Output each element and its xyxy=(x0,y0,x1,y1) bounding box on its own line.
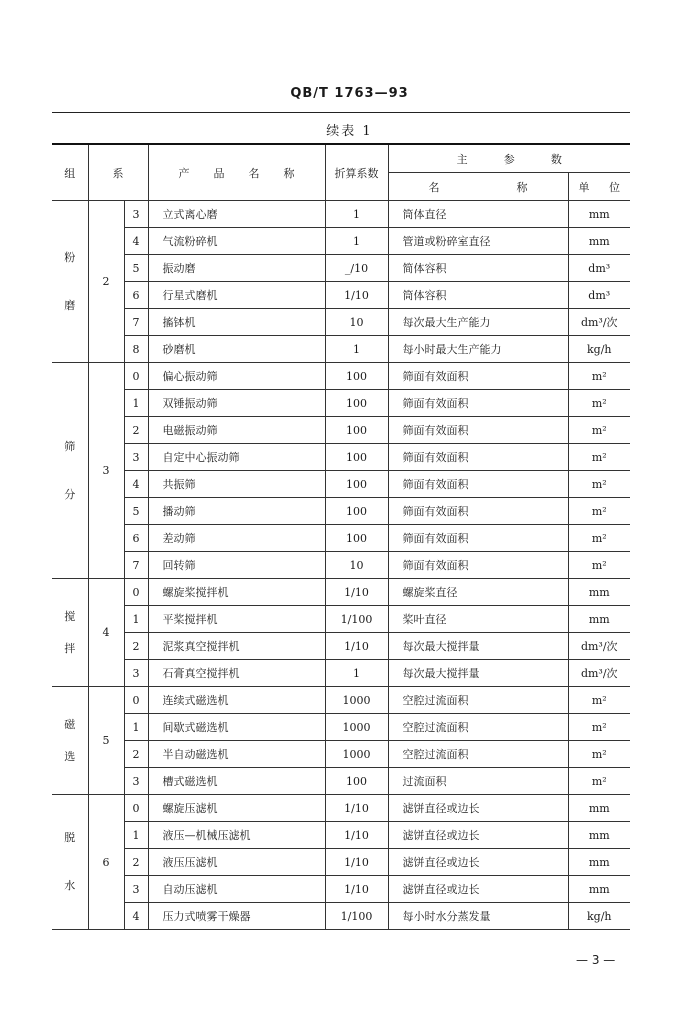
header-param-name: 名 称 xyxy=(388,173,568,201)
parameter-name: 筛面有效面积 xyxy=(388,363,568,390)
item-number: 5 xyxy=(124,498,148,525)
conversion-factor: 100 xyxy=(325,525,388,552)
header-product: 产 品 名 称 xyxy=(148,145,325,201)
item-number: 0 xyxy=(124,687,148,714)
series-number: 4 xyxy=(88,579,124,687)
item-number: 6 xyxy=(124,525,148,552)
parameter-name: 筛面有效面积 xyxy=(388,390,568,417)
table-row xyxy=(52,471,630,498)
table-row xyxy=(52,417,630,444)
table-row xyxy=(52,228,630,255)
table-row xyxy=(52,255,630,282)
conversion-factor: 100 xyxy=(325,417,388,444)
item-number: 3 xyxy=(124,444,148,471)
conversion-factor: 100 xyxy=(325,768,388,795)
product-name: 共振筛 xyxy=(148,471,325,498)
series-number: 3 xyxy=(88,363,124,579)
header-series: 系 xyxy=(88,145,148,201)
parameter-unit: dm³/次 xyxy=(568,633,630,660)
parameter-name: 螺旋桨直径 xyxy=(388,579,568,606)
conversion-factor: 10 xyxy=(325,552,388,579)
group-name xyxy=(52,687,88,795)
group-name-char: 筛 xyxy=(64,439,76,453)
conversion-factor: 10 xyxy=(325,309,388,336)
product-name: 槽式磁选机 xyxy=(148,768,325,795)
item-number: 8 xyxy=(124,336,148,363)
product-name: 行星式磨机 xyxy=(148,282,325,309)
table-row xyxy=(52,390,630,417)
conversion-factor: 1/10 xyxy=(325,633,388,660)
parameter-name: 简体容积 xyxy=(388,255,568,282)
group-name xyxy=(52,795,88,930)
parameter-unit: mm xyxy=(568,876,630,903)
parameter-unit: mm xyxy=(568,795,630,822)
item-number: 6 xyxy=(124,282,148,309)
conversion-factor: 1 xyxy=(325,336,388,363)
parameter-name: 筛面有效面积 xyxy=(388,498,568,525)
group-name-char: 分 xyxy=(64,487,76,501)
product-name: 自动压滤机 xyxy=(148,876,325,903)
parameter-unit: m² xyxy=(568,363,630,390)
parameter-unit: dm³ xyxy=(568,255,630,282)
parameter-unit: m² xyxy=(568,471,630,498)
conversion-factor: 1 xyxy=(325,660,388,687)
item-number: 3 xyxy=(124,876,148,903)
table-row xyxy=(52,687,630,714)
table-row xyxy=(52,579,630,606)
conversion-factor: 100 xyxy=(325,498,388,525)
parameter-unit: mm xyxy=(568,579,630,606)
parameter-unit: kg/h xyxy=(568,336,630,363)
group-name-char: 磁 xyxy=(64,717,76,731)
group-name-char: 搅 xyxy=(64,609,76,623)
parameter-unit: m² xyxy=(568,498,630,525)
table-row xyxy=(52,795,630,822)
conversion-factor: 1000 xyxy=(325,714,388,741)
parameter-unit: m² xyxy=(568,525,630,552)
conversion-factor: 100 xyxy=(325,363,388,390)
series-number: 5 xyxy=(88,687,124,795)
table-row xyxy=(52,741,630,768)
parameter-unit: m² xyxy=(568,768,630,795)
parameter-name: 滤饼直径或边长 xyxy=(388,876,568,903)
page-number: — 3 — xyxy=(576,953,616,967)
parameter-unit: m² xyxy=(568,390,630,417)
table-row xyxy=(52,606,630,633)
parameter-unit: mm xyxy=(568,228,630,255)
conversion-factor: 1000 xyxy=(325,741,388,768)
parameter-name: 每次最大生产能力 xyxy=(388,309,568,336)
parameter-unit: m² xyxy=(568,687,630,714)
parameter-name: 空腔过流面积 xyxy=(388,687,568,714)
product-name: 回转筛 xyxy=(148,552,325,579)
conversion-factor: 1000 xyxy=(325,687,388,714)
conversion-factor: 100 xyxy=(325,444,388,471)
parameter-name: 每次最大搅拌量 xyxy=(388,660,568,687)
parameter-name: 滤饼直径或边长 xyxy=(388,822,568,849)
parameter-name: 每小时水分蒸发量 xyxy=(388,903,568,930)
parameter-unit: dm³/次 xyxy=(568,309,630,336)
table-row xyxy=(52,876,630,903)
table-row xyxy=(52,849,630,876)
product-name: 砂磨机 xyxy=(148,336,325,363)
product-name: 压力式喷雾干燥器 xyxy=(148,903,325,930)
parameter-unit: mm xyxy=(568,606,630,633)
item-number: 7 xyxy=(124,309,148,336)
parameter-unit: mm xyxy=(568,201,630,228)
item-number: 2 xyxy=(124,417,148,444)
table-row xyxy=(52,336,630,363)
product-name: 液压压滤机 xyxy=(148,849,325,876)
table-row xyxy=(52,903,630,930)
parameter-name: 筒体直径 xyxy=(388,201,568,228)
conversion-factor: 1/10 xyxy=(325,579,388,606)
conversion-factor: 1 xyxy=(325,228,388,255)
item-number: 1 xyxy=(124,606,148,633)
parameter-unit: dm³/次 xyxy=(568,660,630,687)
parameter-name: 筛面有效面积 xyxy=(388,471,568,498)
product-table xyxy=(52,145,630,930)
product-name: 播动筛 xyxy=(148,498,325,525)
product-name: 电磁振动筛 xyxy=(148,417,325,444)
product-name: 双锤振动筛 xyxy=(148,390,325,417)
table-row xyxy=(52,660,630,687)
header-rule xyxy=(52,112,630,113)
table-row xyxy=(52,201,630,228)
parameter-unit: m² xyxy=(568,552,630,579)
item-number: 4 xyxy=(124,471,148,498)
product-name: 气流粉碎机 xyxy=(148,228,325,255)
table-row xyxy=(52,714,630,741)
table-row xyxy=(52,309,630,336)
parameter-name: 空腔过流面积 xyxy=(388,714,568,741)
series-number: 2 xyxy=(88,201,124,363)
table-row xyxy=(52,633,630,660)
parameter-unit: m² xyxy=(568,714,630,741)
table-row xyxy=(52,282,630,309)
parameter-name: 筛面有效面积 xyxy=(388,552,568,579)
item-number: 1 xyxy=(124,390,148,417)
product-name: 立式离心磨 xyxy=(148,201,325,228)
header-factor: 折算系数 xyxy=(325,145,388,201)
header-main-param: 主 参 数 xyxy=(388,145,630,173)
item-number: 0 xyxy=(124,579,148,606)
table-row xyxy=(52,768,630,795)
standard-number: QB/T 1763—93 xyxy=(290,86,409,101)
product-name: 差动筛 xyxy=(148,525,325,552)
parameter-name: 筛面有效面积 xyxy=(388,444,568,471)
product-name: 螺旋桨搅拌机 xyxy=(148,579,325,606)
group-name-char: 水 xyxy=(64,879,76,892)
conversion-factor: 100 xyxy=(325,390,388,417)
parameter-unit: m² xyxy=(568,417,630,444)
parameter-name: 每小时最大生产能力 xyxy=(388,336,568,363)
conversion-factor: 100 xyxy=(325,471,388,498)
table-row xyxy=(52,552,630,579)
item-number: 7 xyxy=(124,552,148,579)
product-name: 泥浆真空搅拌机 xyxy=(148,633,325,660)
conversion-factor: 1/10 xyxy=(325,795,388,822)
table-row xyxy=(52,363,630,390)
parameter-name: 过流面积 xyxy=(388,768,568,795)
parameter-unit: mm xyxy=(568,822,630,849)
product-name: 石膏真空搅拌机 xyxy=(148,660,325,687)
item-number: 3 xyxy=(124,201,148,228)
table-row xyxy=(52,525,630,552)
product-name: 连续式磁选机 xyxy=(148,687,325,714)
parameter-name: 筛面有效面积 xyxy=(388,417,568,444)
conversion-factor: 1/10 xyxy=(325,282,388,309)
header-unit: 单 位 xyxy=(568,173,630,201)
item-number: 2 xyxy=(124,849,148,876)
item-number: 1 xyxy=(124,714,148,741)
product-name: 振动磨 xyxy=(148,255,325,282)
product-name: 螺旋压滤机 xyxy=(148,795,325,822)
group-name-char: 粉 xyxy=(64,250,76,264)
item-number: 0 xyxy=(124,363,148,390)
conversion-factor: _/10 xyxy=(325,255,388,282)
parameter-name: 滤饼直径或边长 xyxy=(388,795,568,822)
item-number: 2 xyxy=(124,741,148,768)
table-caption: 续表 1 xyxy=(326,124,373,139)
table-row xyxy=(52,822,630,849)
item-number: 0 xyxy=(124,795,148,822)
product-name: 偏心振动筛 xyxy=(148,363,325,390)
item-number: 2 xyxy=(124,633,148,660)
item-number: 3 xyxy=(124,768,148,795)
product-name: 半自动磁选机 xyxy=(148,741,325,768)
group-name xyxy=(52,363,88,579)
parameter-name: 每次最大搅拌量 xyxy=(388,633,568,660)
series-number: 6 xyxy=(88,795,124,930)
item-number: 1 xyxy=(124,822,148,849)
conversion-factor: 1/100 xyxy=(325,606,388,633)
group-name-char: 磨 xyxy=(64,298,76,312)
conversion-factor: 1/10 xyxy=(325,849,388,876)
product-name: 液压—机械压滤机 xyxy=(148,822,325,849)
conversion-factor: 1 xyxy=(325,201,388,228)
group-name-char: 选 xyxy=(64,749,76,763)
parameter-unit: kg/h xyxy=(568,903,630,930)
group-name-char: 拌 xyxy=(64,641,76,655)
group-name-char: 脱 xyxy=(64,831,76,844)
table-row xyxy=(52,498,630,525)
parameter-unit: m² xyxy=(568,741,630,768)
group-name xyxy=(52,201,88,363)
product-name: 自定中心振动筛 xyxy=(148,444,325,471)
conversion-factor: 1/10 xyxy=(325,822,388,849)
parameter-name: 筒体容积 xyxy=(388,282,568,309)
item-number: 5 xyxy=(124,255,148,282)
group-name xyxy=(52,579,88,687)
parameter-name: 空腔过流面积 xyxy=(388,741,568,768)
parameter-unit: dm³ xyxy=(568,282,630,309)
parameter-name: 管道或粉碎室直径 xyxy=(388,228,568,255)
parameter-name: 筛面有效面积 xyxy=(388,525,568,552)
conversion-factor: 1/100 xyxy=(325,903,388,930)
parameter-unit: mm xyxy=(568,849,630,876)
parameter-unit: m² xyxy=(568,444,630,471)
item-number: 4 xyxy=(124,228,148,255)
table-row xyxy=(52,444,630,471)
parameter-name: 滤饼直径或边长 xyxy=(388,849,568,876)
item-number: 4 xyxy=(124,903,148,930)
product-name: 间歇式磁选机 xyxy=(148,714,325,741)
header-group: 组 xyxy=(52,145,88,201)
item-number: 3 xyxy=(124,660,148,687)
parameter-name: 桨叶直径 xyxy=(388,606,568,633)
product-name: 搐钵机 xyxy=(148,309,325,336)
product-name: 平桨搅拌机 xyxy=(148,606,325,633)
conversion-factor: 1/10 xyxy=(325,876,388,903)
